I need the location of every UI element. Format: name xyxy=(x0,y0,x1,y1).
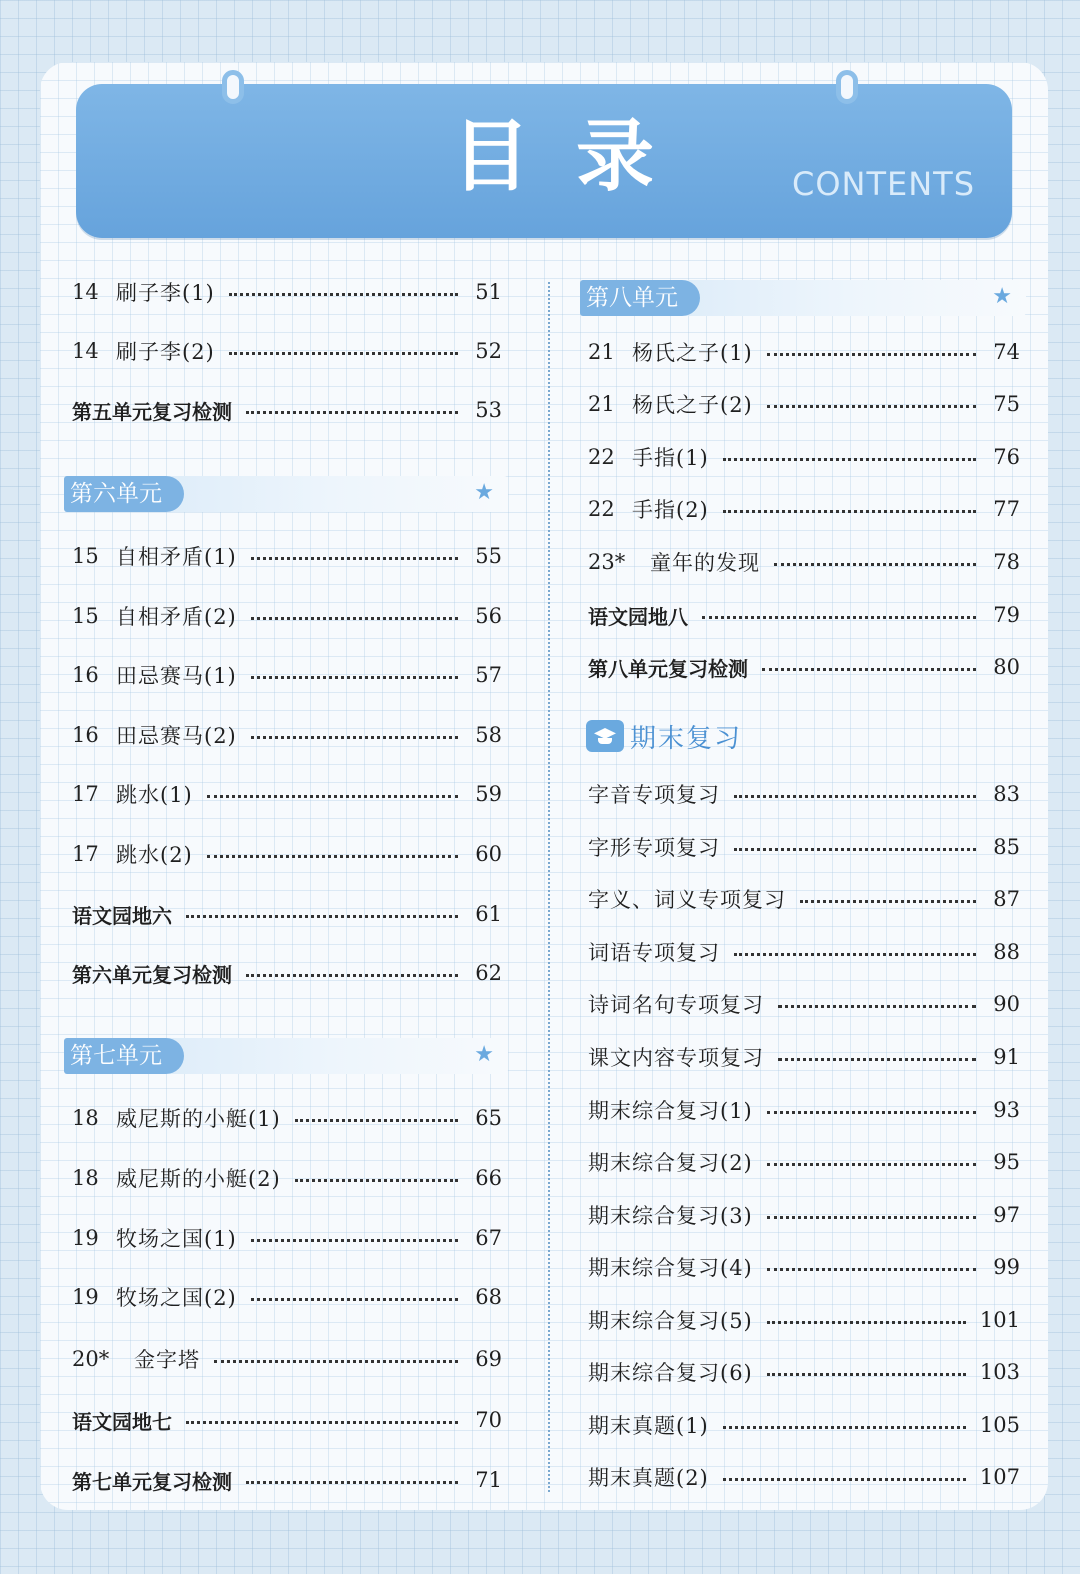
binder-ring xyxy=(222,70,244,104)
entry-title: 第六单元复习检测 xyxy=(72,962,232,987)
entry-title: 期末综合复习(5) xyxy=(588,1309,753,1333)
page-number: 79 xyxy=(993,603,1020,627)
page-number: 107 xyxy=(979,1465,1020,1489)
toc-entry[interactable] xyxy=(588,774,1020,814)
unit-title: 第六单元 xyxy=(64,476,184,512)
dot-leader xyxy=(723,510,976,513)
page-number: 70 xyxy=(475,1408,502,1432)
page-number: 55 xyxy=(475,544,502,568)
toc-entry[interactable] xyxy=(588,1352,1020,1392)
toc-entry[interactable] xyxy=(72,1218,502,1258)
entry-title: 威尼斯的小艇(2) xyxy=(116,1167,281,1191)
toc-entry[interactable] xyxy=(72,272,502,312)
page-number: 78 xyxy=(993,550,1020,574)
dot-leader xyxy=(251,1239,458,1242)
toc-entry[interactable] xyxy=(72,1400,502,1440)
lesson-number: 17 xyxy=(72,782,99,806)
entry-title: 手指(2) xyxy=(632,498,709,522)
dot-leader xyxy=(246,974,458,977)
entry-title: 自相矛盾(1) xyxy=(116,545,237,569)
toc-entry[interactable] xyxy=(588,1457,1020,1497)
dot-leader xyxy=(251,676,458,679)
unit-header-7 xyxy=(64,1038,508,1074)
star-icon: ★ xyxy=(474,480,494,505)
page-number: 60 xyxy=(475,842,502,866)
dot-leader xyxy=(767,1216,976,1219)
entry-title: 牧场之国(1) xyxy=(116,1227,237,1251)
page-subtitle: CONTENTS xyxy=(792,165,976,203)
toc-entry[interactable] xyxy=(588,384,1020,424)
toc-entry[interactable] xyxy=(588,542,1020,582)
dot-leader xyxy=(767,1163,976,1166)
toc-entry[interactable] xyxy=(72,390,502,430)
toc-entry[interactable] xyxy=(588,984,1020,1024)
page-number: 85 xyxy=(993,835,1020,859)
toc-entry[interactable] xyxy=(588,879,1020,919)
lesson-number: 14 xyxy=(72,339,99,363)
column-divider xyxy=(548,282,550,1492)
final-review-header xyxy=(586,716,742,756)
page-number: 74 xyxy=(993,340,1020,364)
page-number: 97 xyxy=(993,1203,1020,1227)
entry-title: 字形专项复习 xyxy=(588,836,720,860)
dot-leader xyxy=(762,668,976,671)
entry-title: 田忌赛马(1) xyxy=(116,664,237,688)
entry-title: 金字塔 xyxy=(134,1348,200,1372)
lesson-number: 21 xyxy=(588,340,615,364)
unit-header-8 xyxy=(580,280,1026,316)
page-number: 105 xyxy=(979,1413,1020,1437)
dot-leader xyxy=(778,1058,976,1061)
dot-leader xyxy=(295,1179,458,1182)
toc-entry[interactable] xyxy=(588,647,1020,687)
dot-leader xyxy=(214,1360,458,1363)
toc-entry[interactable] xyxy=(72,1098,502,1138)
page-number: 88 xyxy=(993,940,1020,964)
toc-entry[interactable] xyxy=(72,715,502,755)
toc-entry[interactable] xyxy=(588,827,1020,867)
graduation-cap-icon xyxy=(586,720,624,752)
entry-title: 期末综合复习(2) xyxy=(588,1151,753,1175)
dot-leader xyxy=(251,617,458,620)
dot-leader xyxy=(229,352,458,355)
page-number: 99 xyxy=(993,1255,1020,1279)
page-number: 51 xyxy=(475,280,502,304)
dot-leader xyxy=(723,458,976,461)
dot-leader xyxy=(734,795,976,798)
page-number: 59 xyxy=(475,782,502,806)
dot-leader xyxy=(767,1321,966,1324)
dot-leader xyxy=(186,1421,458,1424)
page-number: 80 xyxy=(993,655,1020,679)
entry-title: 字义、词义专项复习 xyxy=(588,888,786,912)
entry-title: 期末综合复习(6) xyxy=(588,1361,753,1385)
toc-entry[interactable] xyxy=(588,332,1020,372)
dot-leader xyxy=(207,795,458,798)
dot-leader xyxy=(734,953,976,956)
lesson-number: 16 xyxy=(72,723,99,747)
dot-leader xyxy=(767,405,976,408)
page-title: 目录 xyxy=(452,112,701,202)
toc-entry[interactable] xyxy=(72,655,502,695)
toc-entry[interactable] xyxy=(588,1037,1020,1077)
entry-title: 杨氏之子(2) xyxy=(632,393,753,417)
toc-entry[interactable] xyxy=(588,595,1020,635)
lesson-number: 17 xyxy=(72,842,99,866)
unit-header-6 xyxy=(64,476,508,512)
entry-title: 牧场之国(2) xyxy=(116,1286,237,1310)
toc-entry[interactable] xyxy=(72,1277,502,1317)
dot-leader xyxy=(186,915,458,918)
entry-title: 威尼斯的小艇(1) xyxy=(116,1107,281,1131)
entry-title: 第八单元复习检测 xyxy=(588,656,748,681)
page-number: 62 xyxy=(475,961,502,985)
entry-title: 田忌赛马(2) xyxy=(116,724,237,748)
page-number: 65 xyxy=(475,1106,502,1130)
page-number: 58 xyxy=(475,723,502,747)
lesson-number: 15 xyxy=(72,604,99,628)
dot-leader xyxy=(251,557,458,560)
lesson-number: 14 xyxy=(72,280,99,304)
dot-leader xyxy=(246,1481,458,1484)
page-number: 66 xyxy=(475,1166,502,1190)
page-number: 77 xyxy=(993,497,1020,521)
page-number: 52 xyxy=(475,339,502,363)
toc-entry[interactable] xyxy=(72,894,502,934)
dot-leader xyxy=(229,293,458,296)
page-number: 90 xyxy=(993,992,1020,1016)
dot-leader xyxy=(723,1426,966,1429)
entry-title: 期末综合复习(3) xyxy=(588,1204,753,1228)
toc-entry[interactable] xyxy=(588,1405,1020,1445)
lesson-number: 19 xyxy=(72,1226,99,1250)
entry-title: 期末综合复习(1) xyxy=(588,1099,753,1123)
entry-title: 童年的发现 xyxy=(650,551,760,575)
page-number: 91 xyxy=(993,1045,1020,1069)
toc-entry[interactable] xyxy=(588,1300,1020,1340)
dot-leader xyxy=(767,1373,966,1376)
dot-leader xyxy=(767,1268,976,1271)
page-number: 57 xyxy=(475,663,502,687)
binder-ring xyxy=(836,70,858,104)
page-number: 103 xyxy=(979,1360,1020,1384)
star-icon: ★ xyxy=(474,1042,494,1067)
toc-entry[interactable] xyxy=(72,953,502,993)
dot-leader xyxy=(723,1478,966,1481)
lesson-number: 18 xyxy=(72,1106,99,1130)
page-number: 93 xyxy=(993,1098,1020,1122)
page-number: 56 xyxy=(475,604,502,628)
dot-leader xyxy=(778,1005,976,1008)
entry-title: 期末真题(2) xyxy=(588,1466,709,1490)
page-number: 53 xyxy=(475,398,502,422)
toc-entry[interactable] xyxy=(72,774,502,814)
final-review-title: 期末复习 xyxy=(630,723,743,754)
lesson-number: 19 xyxy=(72,1285,99,1309)
dot-leader xyxy=(767,353,976,356)
entry-title: 第七单元复习检测 xyxy=(72,1469,232,1494)
page-number: 69 xyxy=(475,1347,502,1371)
entry-title: 语文园地六 xyxy=(72,903,172,928)
lesson-number: 21 xyxy=(588,392,615,416)
page-number: 87 xyxy=(993,887,1020,911)
page-number: 83 xyxy=(993,782,1020,806)
dot-leader xyxy=(246,411,458,414)
entry-title: 字音专项复习 xyxy=(588,783,720,807)
entry-title: 课文内容专项复习 xyxy=(588,1046,764,1070)
entry-title: 杨氏之子(1) xyxy=(632,341,753,365)
lesson-number: 23* xyxy=(588,550,626,574)
lesson-number: 15 xyxy=(72,544,99,568)
entry-title: 刷子李(2) xyxy=(116,340,215,364)
unit-title: 第七单元 xyxy=(64,1038,184,1074)
toc-entry[interactable] xyxy=(588,932,1020,972)
entry-title: 语文园地七 xyxy=(72,1409,172,1434)
page-number: 76 xyxy=(993,445,1020,469)
toc-entry[interactable] xyxy=(72,331,502,371)
page-number: 75 xyxy=(993,392,1020,416)
entry-title: 自相矛盾(2) xyxy=(116,605,237,629)
toc-entry[interactable] xyxy=(588,1247,1020,1287)
entry-title: 刷子李(1) xyxy=(116,281,215,305)
toc-entry[interactable] xyxy=(72,1339,502,1379)
toc-entry[interactable] xyxy=(588,437,1020,477)
toc-entry[interactable] xyxy=(72,834,502,874)
entry-title: 手指(1) xyxy=(632,446,709,470)
dot-leader xyxy=(251,1298,458,1301)
toc-entry[interactable] xyxy=(72,596,502,636)
entry-title: 第五单元复习检测 xyxy=(72,399,232,424)
dot-leader xyxy=(774,563,976,566)
toc-entry[interactable] xyxy=(72,536,502,576)
entry-title: 词语专项复习 xyxy=(588,941,720,965)
page-number: 101 xyxy=(979,1308,1020,1332)
dot-leader xyxy=(800,900,976,903)
page-number: 61 xyxy=(475,902,502,926)
toc-entry[interactable] xyxy=(588,1090,1020,1130)
lesson-number: 16 xyxy=(72,663,99,687)
unit-title: 第八单元 xyxy=(580,280,700,316)
dot-leader xyxy=(251,736,458,739)
page-number: 95 xyxy=(993,1150,1020,1174)
entry-title: 期末综合复习(4) xyxy=(588,1256,753,1280)
dot-leader xyxy=(734,848,976,851)
dot-leader xyxy=(207,855,458,858)
toc-entry[interactable] xyxy=(588,1142,1020,1182)
entry-title: 语文园地八 xyxy=(588,604,688,629)
lesson-number: 22 xyxy=(588,445,615,469)
toc-entry[interactable] xyxy=(588,1195,1020,1235)
entry-title: 跳水(2) xyxy=(116,843,193,867)
entry-title: 诗词名句专项复习 xyxy=(588,993,764,1017)
star-icon: ★ xyxy=(992,284,1012,309)
page-number: 71 xyxy=(475,1468,502,1492)
entry-title: 跳水(1) xyxy=(116,783,193,807)
dot-leader xyxy=(767,1111,976,1114)
toc-entry[interactable] xyxy=(72,1460,502,1500)
toc-entry[interactable] xyxy=(588,489,1020,529)
entry-title: 期末真题(1) xyxy=(588,1414,709,1438)
dot-leader xyxy=(702,616,976,619)
dot-leader xyxy=(295,1119,458,1122)
lesson-number: 22 xyxy=(588,497,615,521)
toc-entry[interactable] xyxy=(72,1158,502,1198)
lesson-number: 20* xyxy=(72,1347,110,1371)
page-number: 68 xyxy=(475,1285,502,1309)
lesson-number: 18 xyxy=(72,1166,99,1190)
page-number: 67 xyxy=(475,1226,502,1250)
